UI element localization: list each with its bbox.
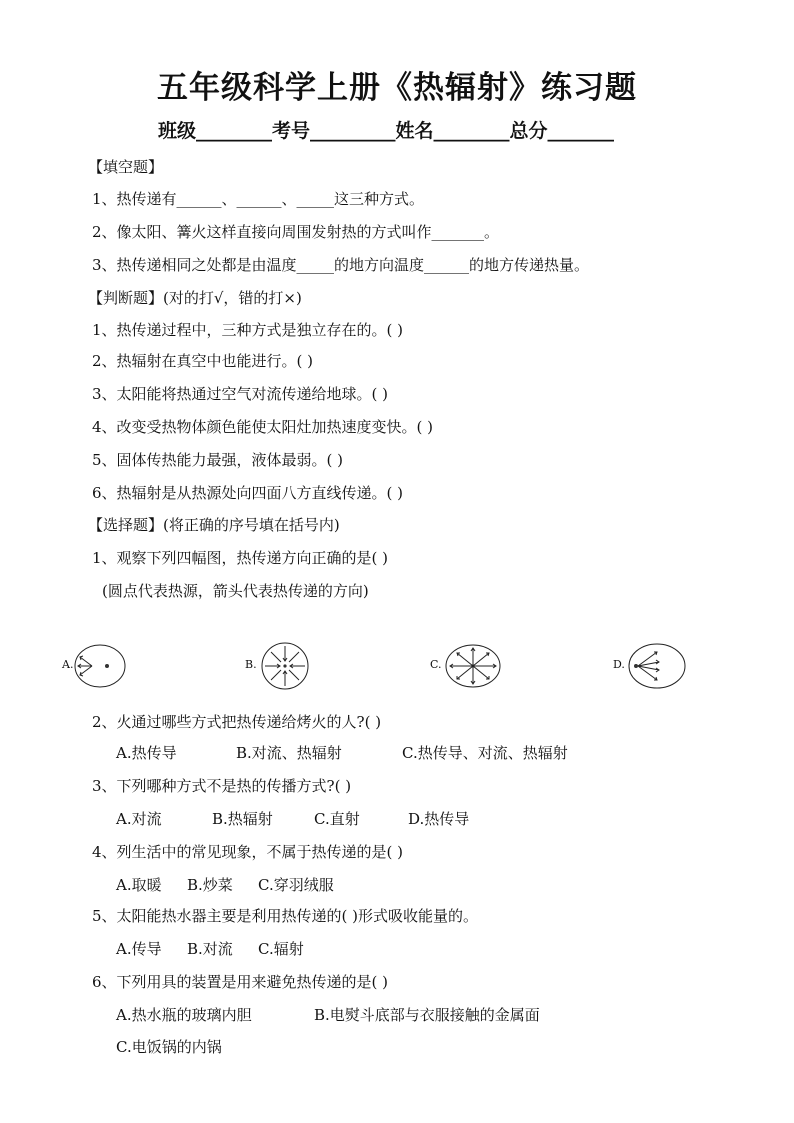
q3-option-b: B.热辐射 — [212, 810, 273, 828]
judge-question-1: 1、热传递过程中，三种方式是独立存在的。( ) — [92, 321, 404, 339]
fill-section-header: 【填空题】 — [88, 158, 164, 176]
q6-option-b: B.电熨斗底部与衣服接触的金属面 — [314, 1006, 540, 1024]
q2-option-b: B.对流、热辐射 — [236, 744, 342, 762]
q4-option-a: A.取暖 — [116, 876, 162, 894]
choice-question-6: 6、下列用具的装置是用来避免热传递的是( ) — [92, 973, 389, 991]
choice-question-4: 4、列生活中的常见现象，不属于热传递的是( ) — [92, 843, 404, 861]
q4-option-b: B.炒菜 — [187, 876, 233, 894]
figure-label-b: B. — [245, 658, 257, 671]
q2-option-a: A.热传导 — [116, 744, 177, 762]
q3-option-d: D.热传导 — [408, 810, 470, 828]
choice-question-5: 5、太阳能热水器主要是利用热传递的( )形式吸收能量的。 — [92, 907, 479, 925]
figure-c — [444, 642, 502, 690]
choice-question-2: 2、火通过哪些方式把热传递给烤火的人?( ) — [92, 713, 382, 731]
choice-question-1: 1、观察下列四幅图，热传递方向正确的是( ) — [92, 549, 389, 567]
judge-question-2: 2、热辐射在真空中也能进行。( ) — [92, 352, 314, 370]
page-title: 五年级科学上册《热辐射》练习题 — [157, 70, 637, 106]
figure-label-d: D. — [613, 658, 625, 671]
q6-option-c: C.电饭锅的内锅 — [116, 1038, 222, 1056]
fill-question-3: 3、热传递相同之处都是由温度_____的地方向温度______的地方传递热量。 — [92, 256, 590, 274]
choice-question-3: 3、下列哪种方式不是热的传播方式?( ) — [92, 777, 352, 795]
figure-label-c: C. — [430, 658, 442, 671]
figure-b — [259, 640, 311, 692]
q3-option-a: A.对流 — [116, 810, 162, 828]
heat-direction-figures — [0, 630, 794, 700]
student-info-line: 班级________考号_________姓名________总分_______ — [158, 120, 615, 142]
judge-question-5: 5、固体传热能力最强，液体最弱。( ) — [92, 451, 344, 469]
figure-a — [74, 642, 130, 690]
q2-option-c: C.热传导、对流、热辐射 — [402, 744, 568, 762]
q5-option-b: B.对流 — [187, 940, 233, 958]
fill-question-1: 1、热传递有______、______、_____这三种方式。 — [92, 190, 425, 208]
q3-option-c: C.直射 — [314, 810, 360, 828]
judge-section-header: 【判断题】(对的打√，错的打×) — [88, 289, 302, 307]
choice-question-1-note: (圆点代表热源，箭头代表热传递的方向) — [102, 582, 369, 600]
fill-question-2: 2、像太阳、篝火这样直接向周围发射热的方式叫作_______。 — [92, 223, 500, 241]
judge-question-6: 6、热辐射是从热源处向四面八方直线传递。( ) — [92, 484, 404, 502]
q6-option-a: A.热水瓶的玻璃内胆 — [116, 1006, 252, 1024]
judge-question-3: 3、太阳能将热通过空气对流传递给地球。( ) — [92, 385, 389, 403]
q4-option-c: C.穿羽绒服 — [258, 876, 334, 894]
q5-option-c: C.辐射 — [258, 940, 304, 958]
choice-section-header: 【选择题】(将正确的序号填在括号内) — [88, 516, 340, 534]
judge-question-4: 4、改变受热物体颜色能使太阳灶加热速度变快。( ) — [92, 418, 434, 436]
figure-d — [627, 642, 687, 690]
figure-label-a: A. — [62, 658, 74, 671]
q5-option-a: A.传导 — [116, 940, 162, 958]
